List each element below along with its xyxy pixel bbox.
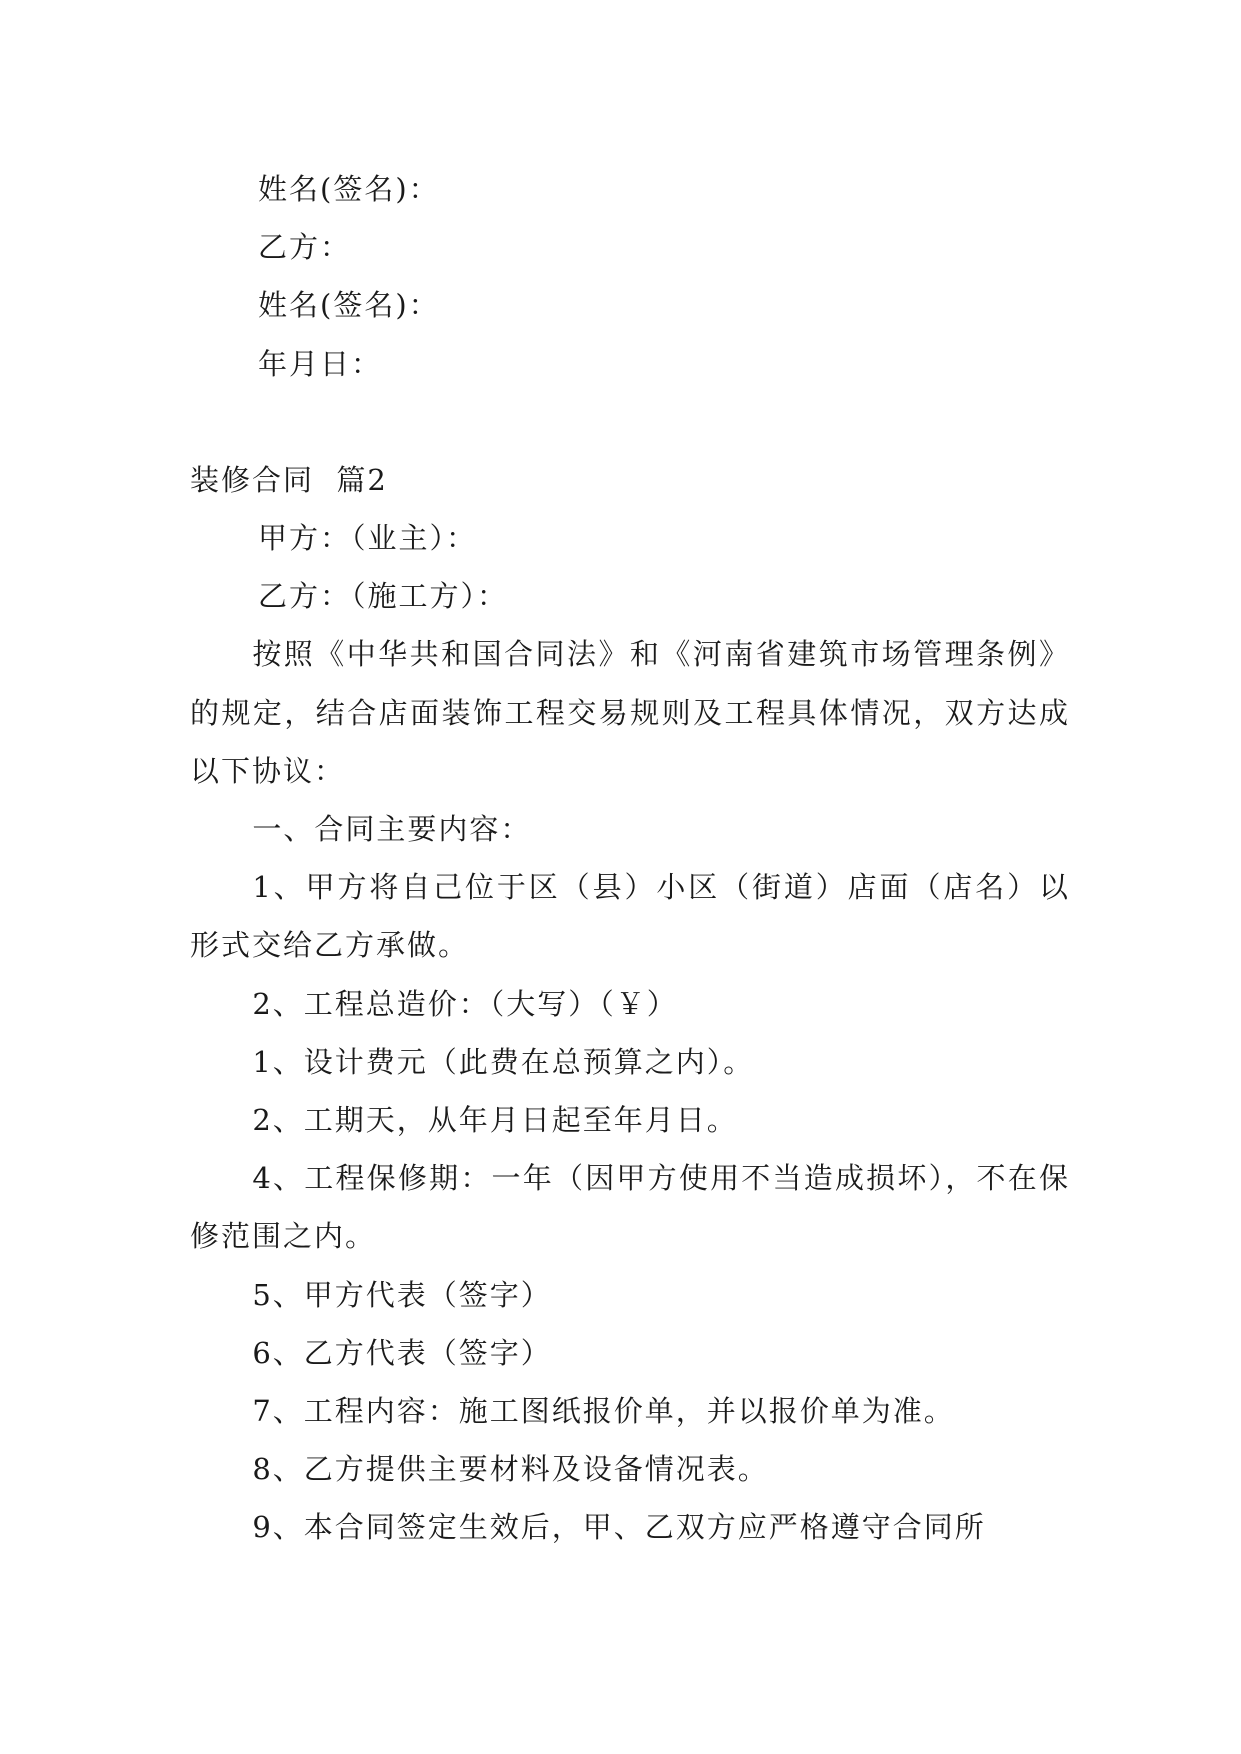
clause-item: 1、甲方将自己位于区（县）小区（街道）店面（店名）以形式交给乙方承做。 [190,870,1070,963]
clause-item: 6、乙方代表（签字） [252,1335,552,1370]
clause-item: 4、工程保修期：一年（因甲方使用不当造成损坏），不在保修范围之内。 [190,1161,1070,1254]
clause-heading: 一、合同主要内容： [252,812,532,847]
document-body [190,160,1070,1557]
clause-item: 5、甲方代表（签字） [252,1277,552,1312]
party-b-contractor-line: 乙方：（施工方）： [258,579,509,614]
party-b-line: 乙方： [258,230,352,265]
section-title: 装修合同 篇2 [190,462,388,497]
clause-item: 2、工期天，从年月日起至年月日。 [252,1103,738,1138]
clause-item: 7、工程内容：施工图纸报价单，并以报价单为准。 [252,1394,955,1429]
signature-name-line-1: 姓名(签名)： [258,172,440,206]
signature-name-line-2: 姓名(签名)： [258,288,440,323]
party-a-line: 甲方：（业主）： [258,521,478,556]
clause-item: 9、本合同签定生效后，甲、乙双方应严格遵守合同所 [252,1510,986,1545]
signature-block [190,160,1070,393]
clause-item: 2、工程总造价：（大写）（￥） [252,986,678,1021]
intro-paragraph: 按照《中华共和国合同法》和《河南省建筑市场管理条例》的规定，结合店面装饰工程交易规则及工程具体情况，双方达成以下协议： [190,637,1070,788]
date-line: 年月日： [258,346,383,381]
clause-item: 8、乙方提供主要材料及设备情况表。 [252,1452,769,1487]
clause-item: 1、设计费元（此费在总预算之内）。 [252,1044,755,1079]
